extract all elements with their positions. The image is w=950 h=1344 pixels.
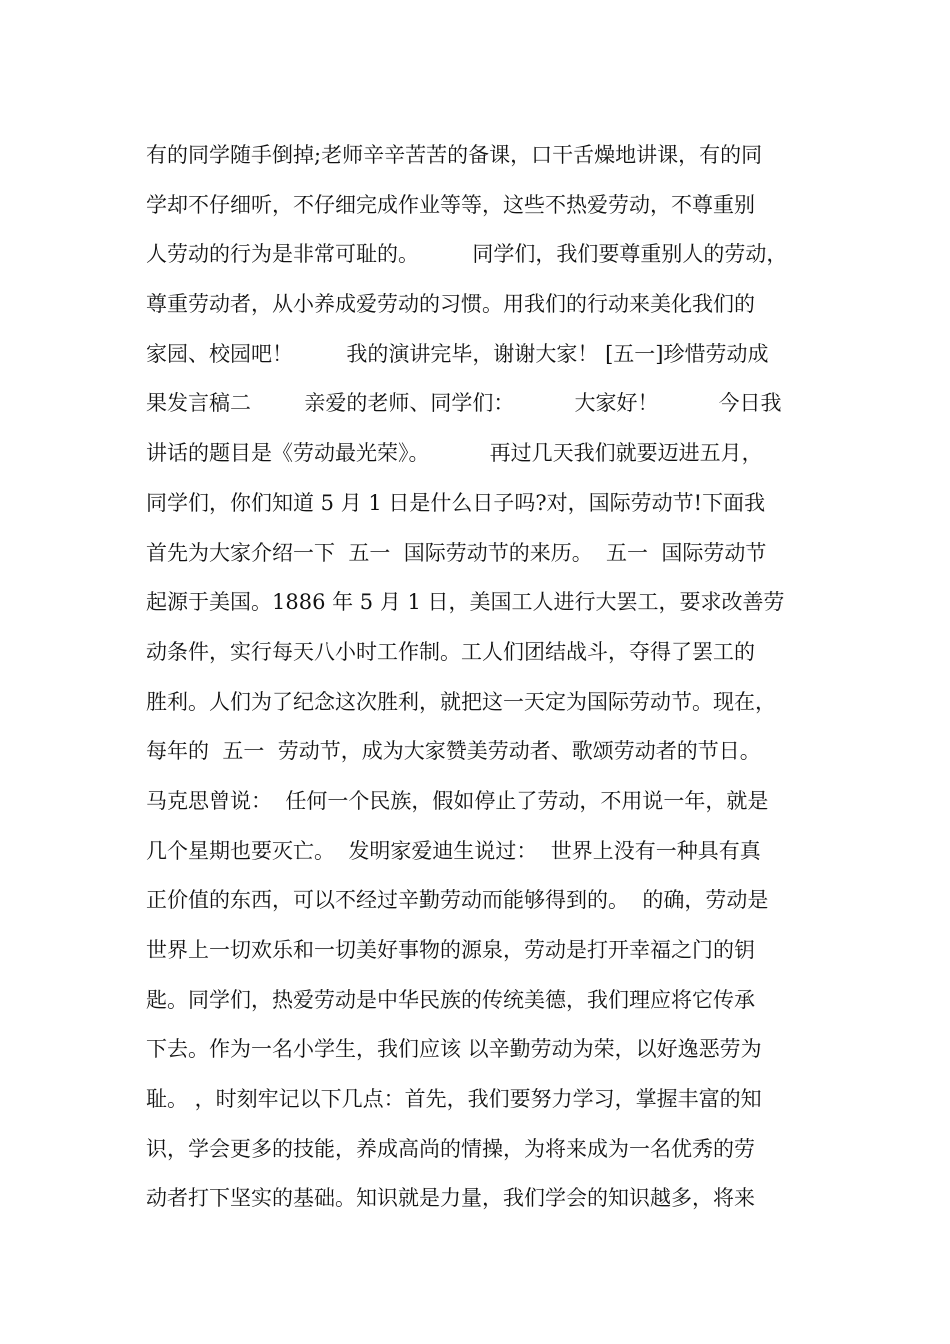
text-line: 学却不仔细听，不仔细完成作业等等，这些不热爱劳动，不尊重别 <box>146 192 755 217</box>
text-line: 有的同学随手倒掉;老师辛辛苦苦的备课，口干舌燥地讲课，有的同 <box>146 143 763 167</box>
text-line: 耻。 ，时刻牢记以下几点：首先，我们要努力学习，掌握丰富的知 <box>146 1087 762 1112</box>
text-line: 家园、校园吧！ 我的演讲完毕，谢谢大家！ [五一]珍惜劳动成 <box>146 341 769 366</box>
text-line: 人劳动的行为是非常可耻的。 同学们，我们要尊重别人的劳动， <box>146 242 788 267</box>
text-line: 尊重劳动者，从小养成爱劳动的习惯。用我们的行动来美化我们的 <box>146 292 755 317</box>
text-line: 匙。同学们，热爱劳动是中华民族的传统美德，我们理应将它传承 <box>146 987 755 1012</box>
text-line: 世界上一切欢乐和一切美好事物的源泉，劳动是打开幸福之门的钥 <box>146 938 755 962</box>
text-line: 每年的 五一 劳动节，成为大家赞美劳动者、歌颂劳动者的节日。 <box>146 739 761 764</box>
text-line: 马克思曾说： 任何一个民族，假如停止了劳动，不用说一年，就是 <box>146 788 769 813</box>
body-text <box>146 131 846 1224</box>
text-line: 胜利。人们为了纪念这次胜利，就把这一天定为国际劳动节。现在， <box>146 689 776 714</box>
text-line: 识，学会更多的技能，养成高尚的情操，为将来成为一名优秀的劳 <box>146 1136 755 1161</box>
text-line: 同学们，你们知道 5 月 1 日是什么日子吗?对，国际劳动节!下面我 <box>146 490 766 515</box>
text-line: 首先为大家介绍一下 五一 国际劳动节的来历。 五一 国际劳动节 <box>146 540 767 565</box>
text-line: 正价值的东西，可以不经过辛勤劳动而能够得到的。 的确，劳动是 <box>146 888 769 913</box>
text-line: 果发言稿二 亲爱的老师、同学们： 大家好！ 今日我 <box>146 391 782 416</box>
text-line: 动条件，实行每天八小时工作制。工人们团结战斗，夺得了罢工的 <box>146 639 755 664</box>
text-line: 几个星期也要灭亡。 发明家爱迪生说过： 世界上没有一种具有真 <box>146 838 761 863</box>
text-line: 动者打下坚实的基础。知识就是力量，我们学会的知识越多，将来 <box>146 1186 755 1211</box>
text-line: 讲话的题目是《劳动最光荣》。 再过几天我们就要迈进五月， <box>146 441 763 466</box>
text-line: 下去。作为一名小学生，我们应该 以辛勤劳动为荣，以好逸恶劳为 <box>146 1037 762 1062</box>
text-line: 起源于美国。1886 年 5 月 1 日，美国工人进行大罢工，要求改善劳 <box>146 590 785 615</box>
